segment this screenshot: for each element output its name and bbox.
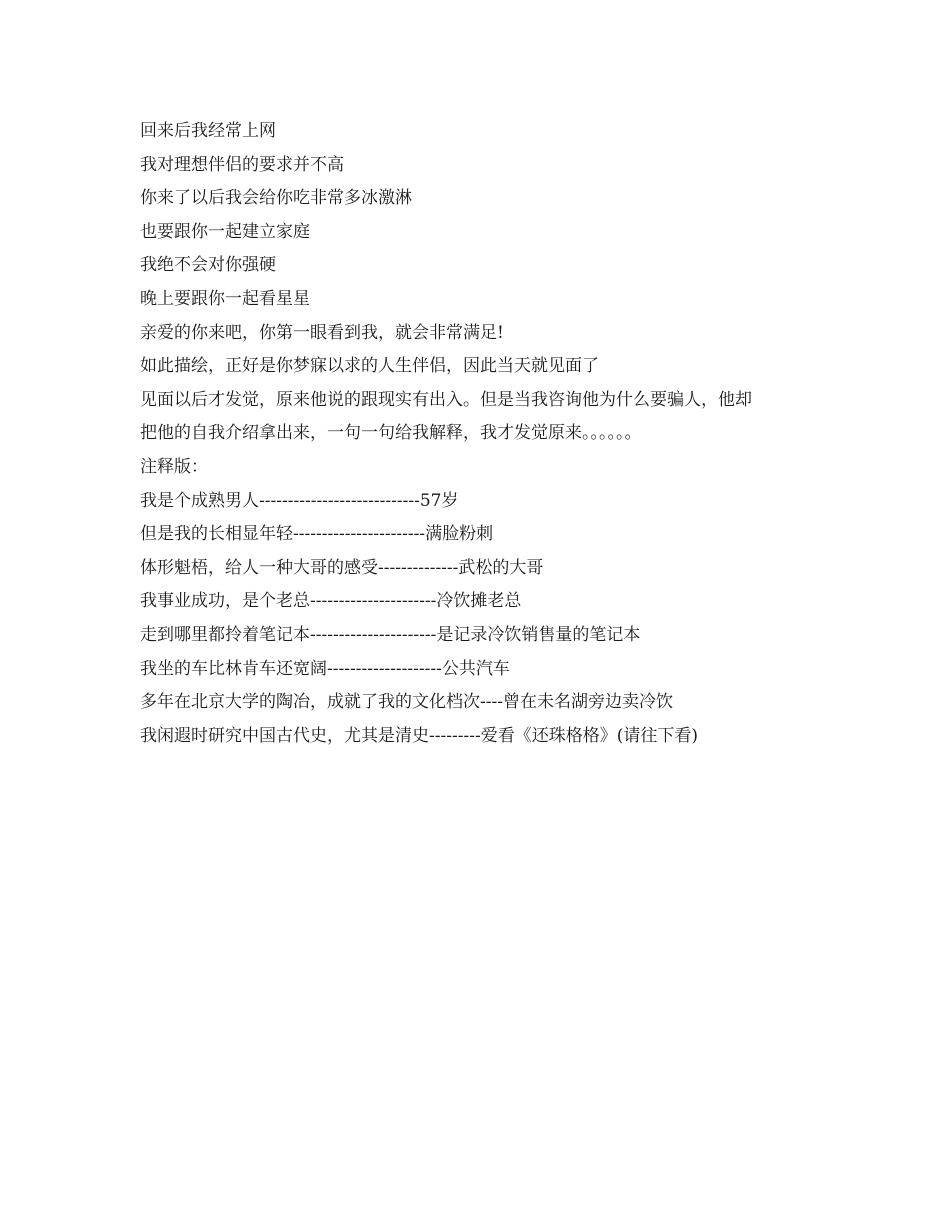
text-line: 如此描绘，正好是你梦寐以求的人生伴侣，因此当天就见面了 [140,356,599,377]
text-line: 我对理想伴侣的要求并不高 [140,154,344,175]
annotation-line: 但是我的长相显年轻-----------------------满脸粉刺 [140,524,494,545]
text-line: 回来后我经常上网 [140,121,276,141]
annotation-line: 体形魁梧，给人一种大哥的感受--------------武松的大哥 [140,557,544,578]
text-line: 晚上要跟你一起看星星 [140,288,310,309]
section-heading: 注释版： [140,456,208,477]
annotation-line: 多年在北京大学的陶冶，成就了我的文化档次----曾在未名湖旁边卖冷饮 [140,692,673,713]
text-line: 我绝不会对你强硬 [140,255,276,276]
document-body [140,115,830,753]
annotation-line: 走到哪里都拎着笔记本----------------------是记录冷饮销售量的笔记本 [140,624,641,645]
text-line: 你来了以后我会给你吃非常多冰激淋 [140,188,412,209]
text-line: 也要跟你一起建立家庭 [140,221,310,242]
text-line: 把他的自我介绍拿出来，一句一句给我解释，我才发觉原来。。。。。。 [140,423,642,444]
text-line: 见面以后才发觉，原来他说的跟现实有出入。但是当我咨询他为什么要骗人，他却 [140,389,752,410]
annotation-line: 我闲遐时研究中国古代史，尤其是清史---------爱看《还珠格格》(请往下看) [140,725,698,746]
annotation-line: 我是个成熟男人----------------------------57岁 [140,490,459,511]
annotation-line: 我坐的车比林肯车还宽阔--------------------公共汽车 [140,658,510,679]
text-line: 亲爱的你来吧，你第一眼看到我，就会非常满足! [140,322,504,343]
annotation-line: 我事业成功，是个老总----------------------冷饮摊老总 [140,591,522,612]
